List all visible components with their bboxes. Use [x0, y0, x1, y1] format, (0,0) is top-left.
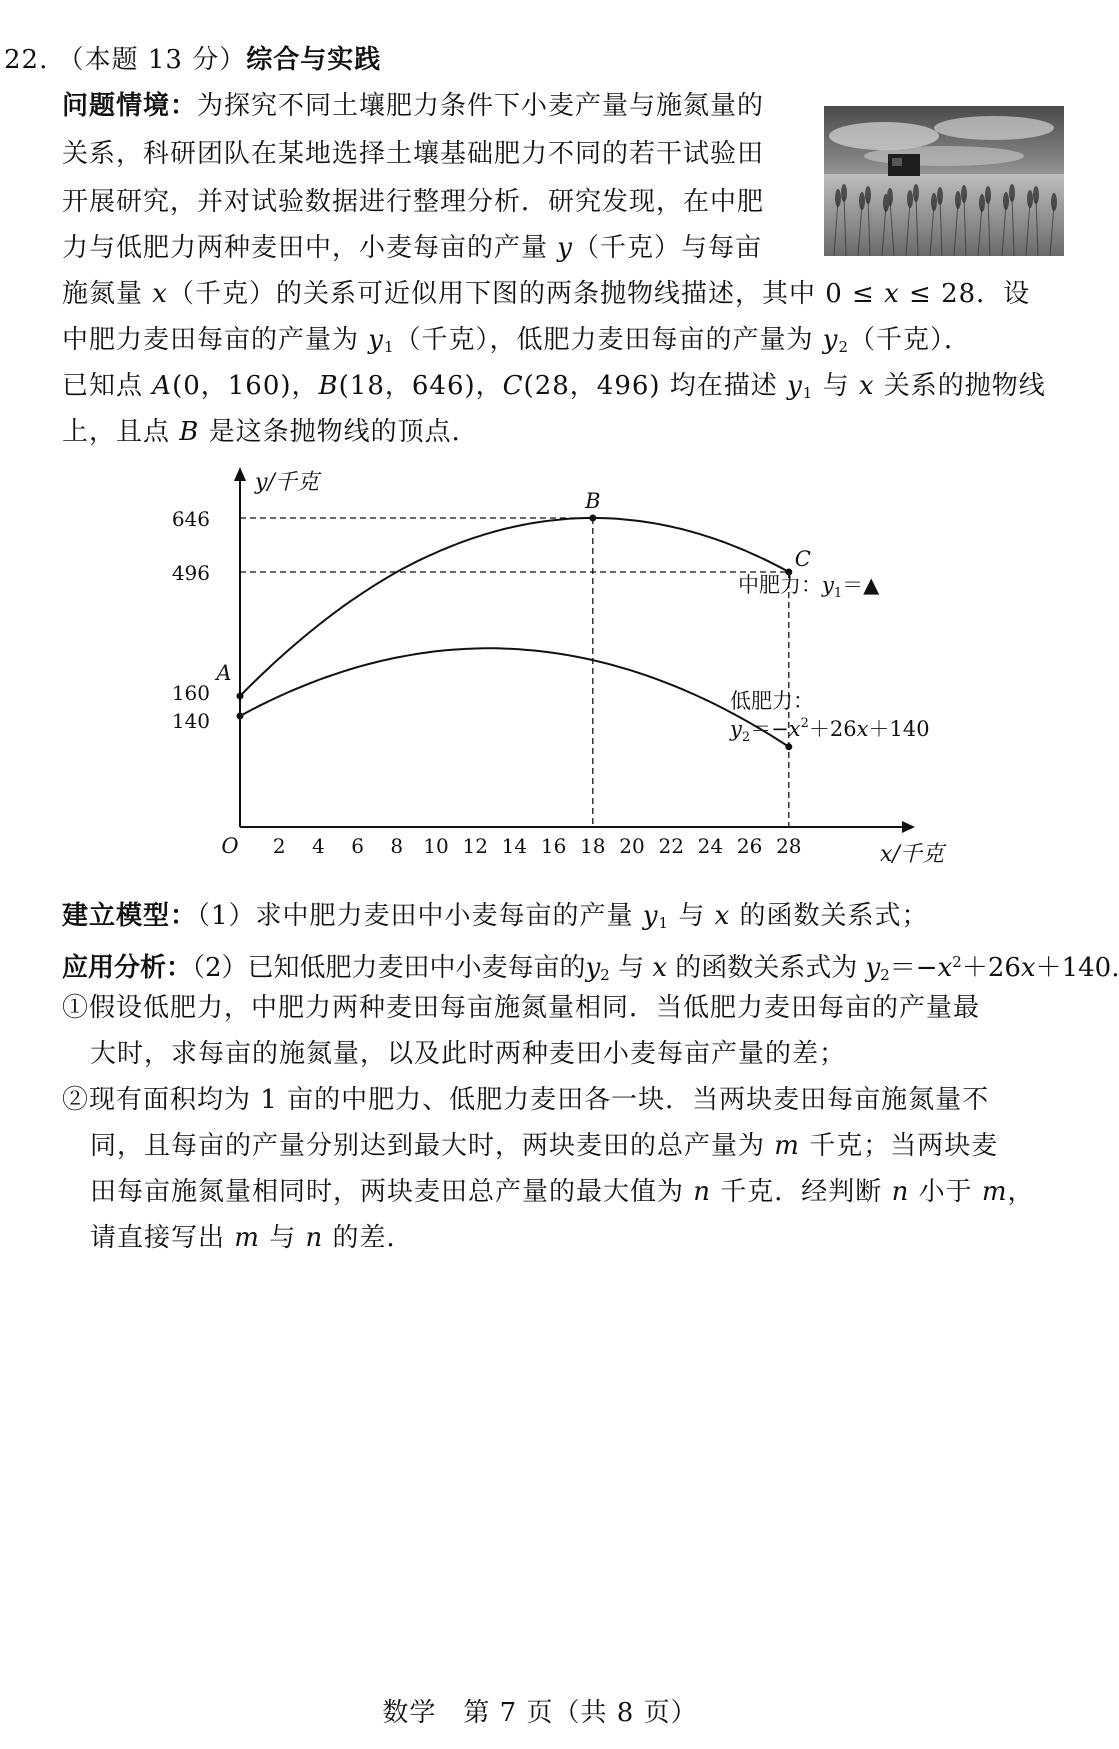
context-line-2 — [62, 134, 764, 174]
y-tick-label: 646 — [171, 507, 210, 531]
point-low-end — [785, 743, 792, 750]
context-text-3: 开展研究，并对试验数据进行整理分析．研究发现，在中肥 — [62, 187, 765, 217]
x-tick-label: 2 — [272, 834, 286, 858]
context-text-2: 关系，科研团队在某地选择土壤基础肥力不同的若干试验田 — [62, 139, 765, 169]
x-tick-label: 24 — [697, 834, 724, 858]
x-tick-label: 22 — [658, 834, 684, 858]
context-text-5: 施氮量 — [62, 279, 144, 309]
x-tick-label: 4 — [312, 834, 325, 858]
point-low-start — [237, 713, 244, 720]
q2-line-2: 同，且每亩的产量分别达到最大时，两块麦田的总产量为 m 千克；当两块麦 — [90, 1131, 999, 1161]
y-tick-label: 496 — [171, 561, 210, 585]
context-text-7: 已知点 — [62, 371, 144, 401]
model-label: 建立模型： — [62, 901, 198, 931]
x-tick-label: 20 — [619, 834, 645, 858]
context-text-4: 力与低肥力两种麦田中，小麦每亩的产量 — [62, 233, 549, 263]
x-tick-label: 18 — [580, 834, 606, 858]
low-fertility-legend-line1: 低肥力： — [730, 689, 814, 713]
context-text-8: 上，且点 — [62, 417, 171, 447]
page-footer: 数学 第 7 页（共 8 页） — [382, 1698, 698, 1728]
context-label: 问题情境： — [62, 91, 198, 121]
q1-text-1: ①假设低肥力，中肥力两种麦田每亩施氮量相同．当低肥力麦田每亩的产量最 — [62, 993, 981, 1023]
x-tick-label: 8 — [390, 834, 404, 858]
point-label-a: A — [216, 661, 232, 685]
q2-text-1: ②现有面积均为 1 亩的中肥力、低肥力麦田各一块．当两块麦田每亩施氮量不 — [62, 1085, 990, 1115]
low-fertility-legend-line2: $y_2=-x^2+26x+140$ — [730, 716, 930, 745]
x-tick-label: 14 — [501, 834, 528, 858]
x-tick-label: 10 — [423, 834, 449, 858]
q1-line-1 — [62, 988, 980, 1028]
problem-score: （本题 13 分） — [57, 45, 247, 75]
model-line: 建立模型：（1）求中肥力麦田中小麦每亩的产量 $y_1$ 与 x 的函数关系式； — [62, 901, 929, 932]
context-text-6: 中肥力麦田每亩的产量为 — [62, 325, 360, 355]
q2-text-2: 同，且每亩的产量分别达到最大时，两块麦田的总产量为 — [90, 1131, 766, 1161]
problem-title: 综合与实践 — [246, 45, 382, 75]
context-line-8: 上，且点 B 是这条抛物线的顶点． — [62, 417, 479, 447]
point-b — [589, 515, 596, 522]
point-label-c: C — [794, 547, 811, 571]
x-axis-arrow — [902, 821, 915, 833]
model-text: （1）求中肥力麦田中小麦每亩的产量 — [197, 901, 634, 931]
context-text-1: 为探究不同土壤肥力条件下小麦产量与施氮量的 — [197, 91, 765, 121]
context-line-6: 中肥力麦田每亩的产量为 $y_1$（千克），低肥力麦田每亩的产量为 $y_2$（千克）． — [62, 325, 972, 356]
q2-line-1 — [62, 1080, 989, 1120]
point-label-b: B — [585, 489, 601, 513]
x-axis-label: x/千克 — [880, 842, 944, 867]
problem-number: 22. — [4, 45, 49, 75]
origin-label: O — [221, 834, 239, 858]
q1-line-2 — [90, 1034, 846, 1074]
q2-line-4: 请直接写出 m 与 n 的差． — [90, 1223, 414, 1253]
x-tick-label: 16 — [540, 834, 567, 858]
q1-text-2: 大时，求每亩的施氮量，以及此时两种麦田小麦每亩产量的差； — [90, 1039, 847, 1069]
context-line-5: 施氮量 x（千克）的关系可近似用下图的两条抛物线描述，其中 0 ≤ x ≤ 28．设 — [62, 279, 1031, 309]
mid-fertility-curve — [240, 518, 789, 696]
apply-label: 应用分析： — [62, 953, 193, 983]
x-tick-label: 26 — [736, 834, 763, 858]
x-tick-label: 12 — [462, 834, 488, 858]
y-tick-label: 140 — [171, 709, 210, 733]
mid-fertility-legend: 中肥力：$y_1=▲$ — [738, 573, 880, 601]
x-tick-label: 28 — [776, 834, 802, 858]
y-tick-label: 160 — [171, 681, 210, 705]
q2-line-3: 田每亩施氮量相同时，两块麦田总产量的最大值为 n 千克．经判断 n 小于 m， — [90, 1177, 1035, 1207]
problem-header — [4, 40, 381, 80]
context-line-3 — [62, 182, 764, 222]
y-axis-arrow — [234, 467, 246, 481]
context-line-4: 力与低肥力两种麦田中，小麦每亩的产量 y（千克）与每亩 — [62, 233, 762, 263]
low-fertility-curve — [240, 648, 789, 747]
q2-text-4: 请直接写出 — [90, 1223, 226, 1253]
apply-line: 应用分析：（2）已知低肥力麦田中小麦每亩的$y_2$ 与 x 的函数关系式为 $y_2=-x^2+26x+140$. — [62, 953, 1119, 984]
context-line-7: 已知点 A(0，160)，B(18，646)，C(28，496) 均在描述 $y_1$ 与 x 关系的抛物线 — [62, 371, 1046, 402]
point-a — [237, 693, 244, 700]
apply-text: （2）已知低肥力麦田中小麦每亩的 — [192, 953, 586, 983]
context-line-1 — [62, 86, 764, 126]
wheat-field-photo — [824, 106, 1064, 256]
yield-chart — [171, 465, 980, 875]
y-axis-label: y/千克 — [255, 470, 319, 495]
q2-text-3: 田每亩施氮量相同时，两块麦田总产量的最大值为 — [90, 1177, 685, 1207]
x-tick-label: 6 — [351, 834, 364, 858]
